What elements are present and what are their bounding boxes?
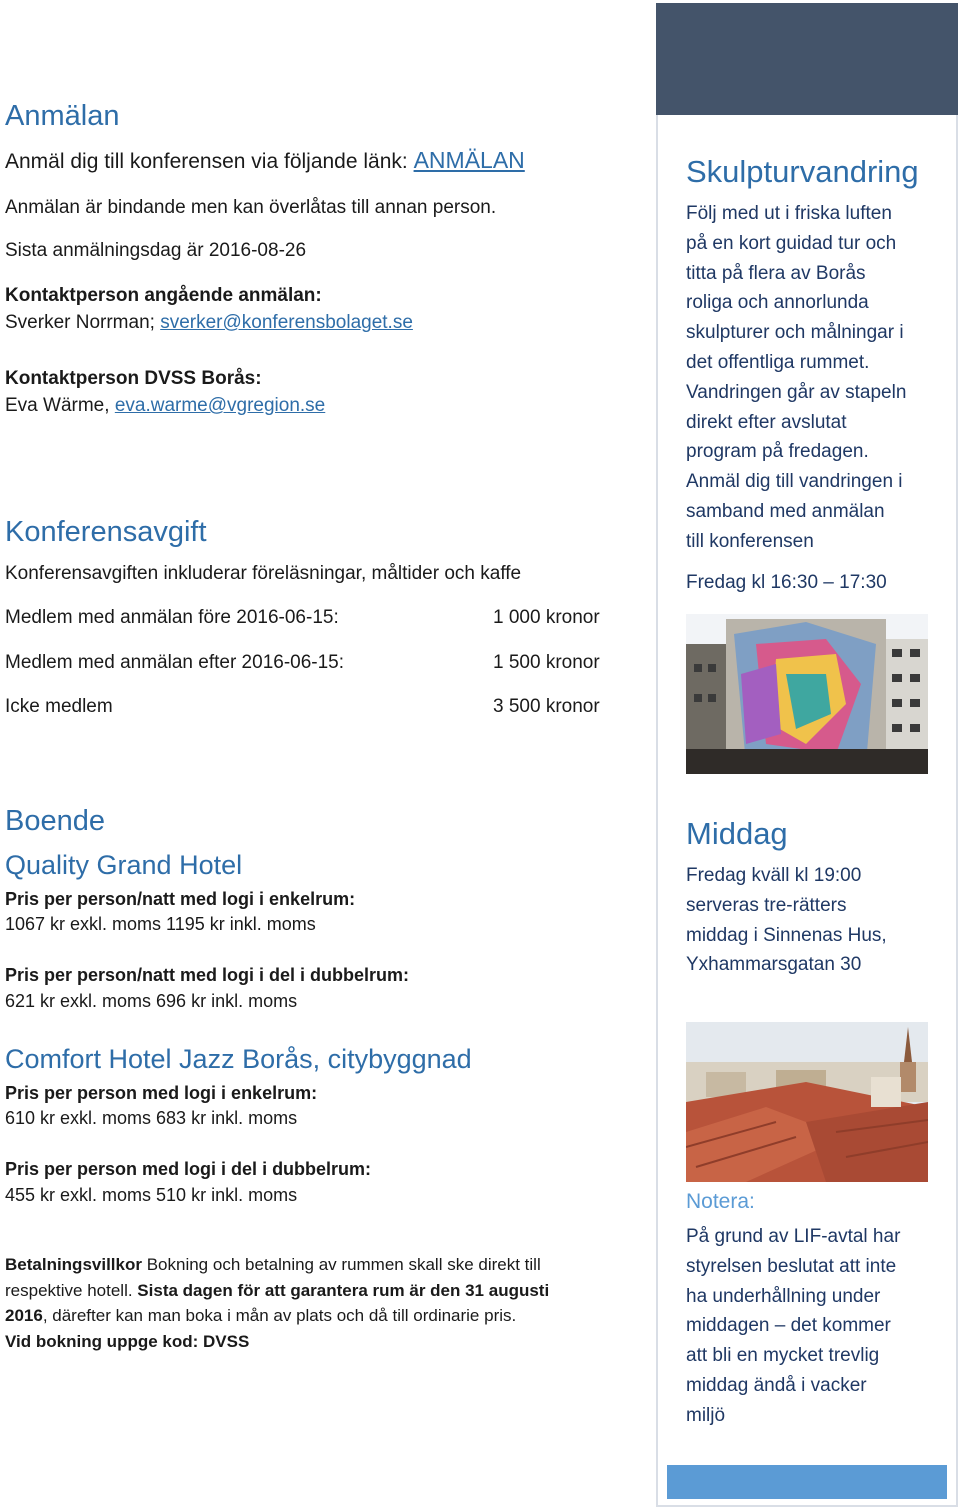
anmalan-link[interactable]: ANMÄLAN bbox=[413, 147, 525, 173]
notera-line: styrelsen beslutat att inte bbox=[686, 1255, 897, 1277]
middag-line: middag i Sinnenas Hus, bbox=[686, 924, 887, 946]
terms-text: Bokning och betalning av rummen skall ske direkt till bbox=[141, 1255, 541, 1274]
skulptur-title: Skulpturvandring bbox=[686, 154, 919, 189]
skulptur-text bbox=[686, 199, 906, 557]
skulptur-line: direkt efter avslutat bbox=[686, 411, 847, 433]
skulptur-line: på en kort guidad tur och bbox=[686, 232, 897, 254]
price-row-label: Icke medlem bbox=[5, 696, 113, 717]
rooftops-photo bbox=[686, 1022, 928, 1182]
hotel1-label2: Pris per person/natt med logi i del i dubbelrum: bbox=[5, 965, 410, 985]
middag-line: Fredag kväll kl 19:00 bbox=[686, 865, 862, 886]
skulptur-line: Anmäl dig till vandringen i bbox=[686, 471, 903, 493]
terms-line1 bbox=[5, 1254, 541, 1276]
contact2-label: Kontaktperson DVSS Borås: bbox=[5, 368, 262, 389]
hotel2-price2: 455 kr exkl. moms 510 kr inkl. moms bbox=[5, 1185, 298, 1205]
anmalan-binding-text: Anmälan är bindande men kan överlåtas till annan person. bbox=[5, 197, 497, 218]
hotel1-price2: 621 kr exkl. moms 696 kr inkl. moms bbox=[5, 991, 298, 1011]
terms-text: respektive hotell. bbox=[5, 1281, 138, 1300]
mural-photo bbox=[686, 614, 928, 774]
notera-title: Notera: bbox=[686, 1190, 755, 1213]
boende-title: Boende bbox=[5, 805, 105, 837]
contact2-name: Eva Wärme, bbox=[5, 395, 115, 416]
contact1-email-link[interactable]: sverker@konferensbolaget.se bbox=[160, 312, 413, 333]
contact2-line bbox=[5, 395, 325, 417]
hotel1-price1: 1067 kr exkl. moms 1195 kr inkl. moms bbox=[5, 914, 316, 934]
price-row-value: 3 500 kronor bbox=[493, 696, 600, 717]
notera-line: miljö bbox=[686, 1404, 726, 1426]
skulptur-line: titta på flera av Borås bbox=[686, 262, 866, 284]
skulptur-line: samband med anmälan bbox=[686, 500, 885, 522]
anmalan-deadline: Sista anmälningsdag är 2016-08-26 bbox=[5, 240, 307, 261]
notera-line: middagen – det kommer bbox=[686, 1315, 891, 1337]
contact1-label: Kontaktperson angående anmälan: bbox=[5, 285, 322, 306]
skulptur-line: skulpturer och målningar i bbox=[686, 322, 904, 344]
hotel1-label1: Pris per person/natt med logi i enkelrum: bbox=[5, 889, 356, 909]
price-row-value: 1 000 kronor bbox=[493, 607, 600, 628]
skulptur-line: roliga och annorlunda bbox=[686, 292, 869, 314]
hotel2-name: Comfort Hotel Jazz Borås, citybyggnad bbox=[5, 1044, 472, 1074]
middag-line: serveras tre-rätters bbox=[686, 894, 847, 916]
terms-label: Betalningsvillkor bbox=[5, 1255, 142, 1274]
middag-title: Middag bbox=[686, 816, 788, 851]
middag-line: Yxhammarsgatan 30 bbox=[686, 954, 862, 976]
notera-text bbox=[686, 1222, 900, 1431]
skulptur-time: Fredag kl 16:30 – 17:30 bbox=[686, 572, 887, 593]
terms-line2 bbox=[5, 1280, 549, 1302]
contact1-line bbox=[5, 312, 413, 334]
price-row-label: Medlem med anmälan efter 2016-06-15: bbox=[5, 652, 345, 673]
terms-text: , därefter kan man boka i mån av plats och då till ordinarie pris. bbox=[42, 1306, 517, 1325]
notera-line: att bli en mycket trevlig bbox=[686, 1345, 880, 1367]
notera-line: På grund av LIF-avtal har bbox=[686, 1226, 901, 1247]
hotel2-price1: 610 kr exkl. moms 683 kr inkl. moms bbox=[5, 1108, 298, 1128]
contact2-email-link[interactable]: eva.warme@vgregion.se bbox=[114, 395, 326, 416]
terms-line3 bbox=[5, 1305, 516, 1327]
skulptur-line: till konferensen bbox=[686, 530, 814, 552]
middag-text bbox=[686, 861, 887, 980]
anmalan-title: Anmälan bbox=[5, 100, 120, 132]
avgift-intro: Konferensavgiften inkluderar föreläsningar, måltider och kaffe bbox=[5, 563, 522, 584]
avgift-title: Konferensavgift bbox=[5, 516, 207, 548]
skulptur-line: det offentliga rummet. bbox=[686, 351, 870, 373]
price-row-label: Medlem med anmälan före 2016-06-15: bbox=[5, 607, 339, 628]
contact1-name: Sverker Norrman; bbox=[5, 312, 161, 333]
sidebar-bottom-bar bbox=[667, 1465, 947, 1499]
skulptur-line: Följ med ut i friska luften bbox=[686, 203, 892, 224]
skulptur-line: Vandringen går av stapeln bbox=[686, 381, 907, 403]
hotel2-label2: Pris per person med logi i del i dubbelrum: bbox=[5, 1159, 372, 1179]
notera-line: middag ändå i vacker bbox=[686, 1374, 867, 1396]
hotel1-name: Quality Grand Hotel bbox=[5, 850, 243, 880]
notera-line: ha underhållning under bbox=[686, 1285, 881, 1307]
anmalan-link-line bbox=[5, 149, 525, 173]
price-row-value: 1 500 kronor bbox=[493, 652, 600, 673]
skulptur-line: program på fredagen. bbox=[686, 441, 869, 463]
terms-year: 2016 bbox=[5, 1306, 43, 1325]
hotel2-label1: Pris per person med logi i enkelrum: bbox=[5, 1083, 318, 1103]
sidebar-top-bar bbox=[656, 3, 958, 115]
terms-deadline: Sista dagen för att garantera rum är den 31 augusti bbox=[137, 1281, 550, 1300]
anmalan-link-prefix: Anmäl dig till konferensen via följande länk: bbox=[5, 150, 414, 173]
booking-code: Vid bokning uppge kod: DVSS bbox=[5, 1332, 250, 1351]
